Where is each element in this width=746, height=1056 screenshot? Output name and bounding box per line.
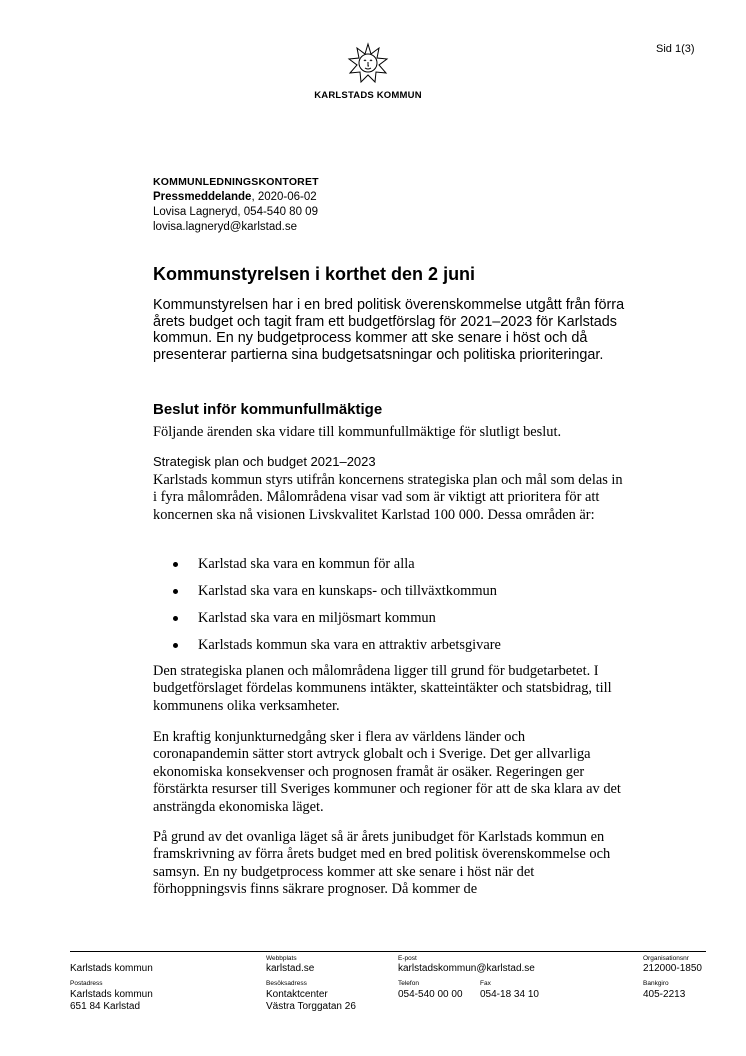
footer-phone-label: Telefon	[398, 980, 419, 987]
sub-heading: Strategisk plan och budget 2021–2023	[153, 454, 376, 469]
footer-orgnr-value: 212000-1850	[643, 963, 702, 974]
bullet-icon	[173, 643, 178, 648]
press-label: Pressmeddelande	[153, 191, 252, 203]
logo-wordmark: KARLSTADS KOMMUN	[314, 90, 422, 101]
office-name: KOMMUNLEDNINGSKONTORET	[153, 176, 319, 188]
section-heading: Beslut inför kommunfullmäktige	[153, 401, 383, 418]
footer-visit-line2: Västra Torggatan 26	[266, 1001, 356, 1012]
intro-paragraph: Följande ärenden ska vidare till kommunfullmäktige för slutligt beslut.	[153, 424, 562, 440]
footer-web-label: Webbplats	[266, 955, 297, 962]
goal-areas-list	[173, 556, 613, 664]
page-number: Sid 1(3)	[656, 43, 695, 55]
list-item: Karlstad ska vara en kommun för alla	[173, 556, 613, 573]
strategic-paragraph: Karlstads kommun styrs utifrån koncernens strategiska plan och mål som delas in i fyra målområden. Målområdena visar vad som är viktigt att prioritera för att koncernen ska nå visionen Livskvalitet Karlstad 100 000. Dessa områden är:	[153, 472, 623, 523]
bullet-icon	[173, 562, 178, 567]
lead-paragraph: Kommunstyrelsen har i en bred politisk överenskommelse utgått från förra årets budget och tagit fram ett budgetförslag för 2021–2023 för Karlstads kommun. En ny budgetprocess kommer att ske senare i höst och då presenterar partierna sina budgetsatsningar och politiska prioriteringar.	[153, 297, 625, 363]
list-item: Karlstads kommun ska vara en attraktiv arbetsgivare	[173, 637, 613, 654]
footer-email-link[interactable]: karlstadskommun@karlstad.se	[398, 963, 535, 974]
footer-bankgiro-value: 405-2213	[643, 989, 686, 1000]
press-date: , 2020-06-02	[251, 191, 317, 203]
bullet-icon	[173, 589, 178, 594]
footer-email-label: E-post	[398, 955, 417, 962]
footer-visit-label: Besöksadress	[266, 980, 307, 987]
economy-paragraph: En kraftig konjunkturnedgång sker i flera av världens länder och coronapandemin sätter stort avtryck globalt och i Sverige. Det ger allvarliga ekonomiska konsekvenser och prognosen framåt är osäker. Regeringen ger förstärkta resurser till Sveriges kommuner och regioner för att de ska klara av det ansträngda ekonomiska läget.	[153, 729, 621, 815]
press-line	[153, 191, 317, 203]
footer-web-link[interactable]: karlstad.se	[266, 963, 315, 974]
footer-orgnr-label: Organisationsnr	[643, 955, 689, 962]
sun-face-icon	[347, 42, 389, 84]
bullet-icon	[173, 616, 178, 621]
footer-visit-line1: Kontaktcenter	[266, 989, 328, 1000]
footer-post-line2: 651 84 Karlstad	[70, 1001, 141, 1012]
footer-fax-value: 054-18 34 10	[480, 989, 539, 1000]
contact-email: lovisa.lagneryd@karlstad.se	[153, 221, 297, 233]
footer-bankgiro-label: Bankgiro	[643, 980, 669, 987]
page-title: Kommunstyrelsen i korthet den 2 juni	[153, 264, 476, 284]
footer-phone-value: 054-540 00 00	[398, 989, 463, 1000]
footer-post-line1: Karlstads kommun	[70, 989, 153, 1000]
june-budget-paragraph: På grund av det ovanliga läget så är årets junibudget för Karlstads kommun en framskrivning av förra årets budget med en bred politisk överenskommelse och samsyn. En ny budgetprocess kommer att ske senare i höst när det förhoppningsvis finns säkrare prognoser. Då kommer de	[153, 829, 611, 898]
list-item: Karlstad ska vara en miljösmart kommun	[173, 610, 613, 627]
municipality-logo	[300, 42, 436, 101]
budget-paragraph: Den strategiska planen och målområdena ligger till grund för budgetarbetet. I budgetförslaget fördelas kommunens intäkter, skatteintäkter och statsbidrag, till kommunens olika verksamheter.	[153, 663, 612, 714]
footer-divider	[70, 951, 706, 952]
footer-fax-label: Fax	[480, 980, 491, 987]
footer-post-label: Postadress	[70, 980, 103, 987]
list-item: Karlstad ska vara en kunskaps- och tillväxtkommun	[173, 583, 613, 600]
footer-org-name: Karlstads kommun	[70, 963, 153, 974]
contact-person: Lovisa Lagneryd, 054-540 80 09	[153, 206, 318, 218]
